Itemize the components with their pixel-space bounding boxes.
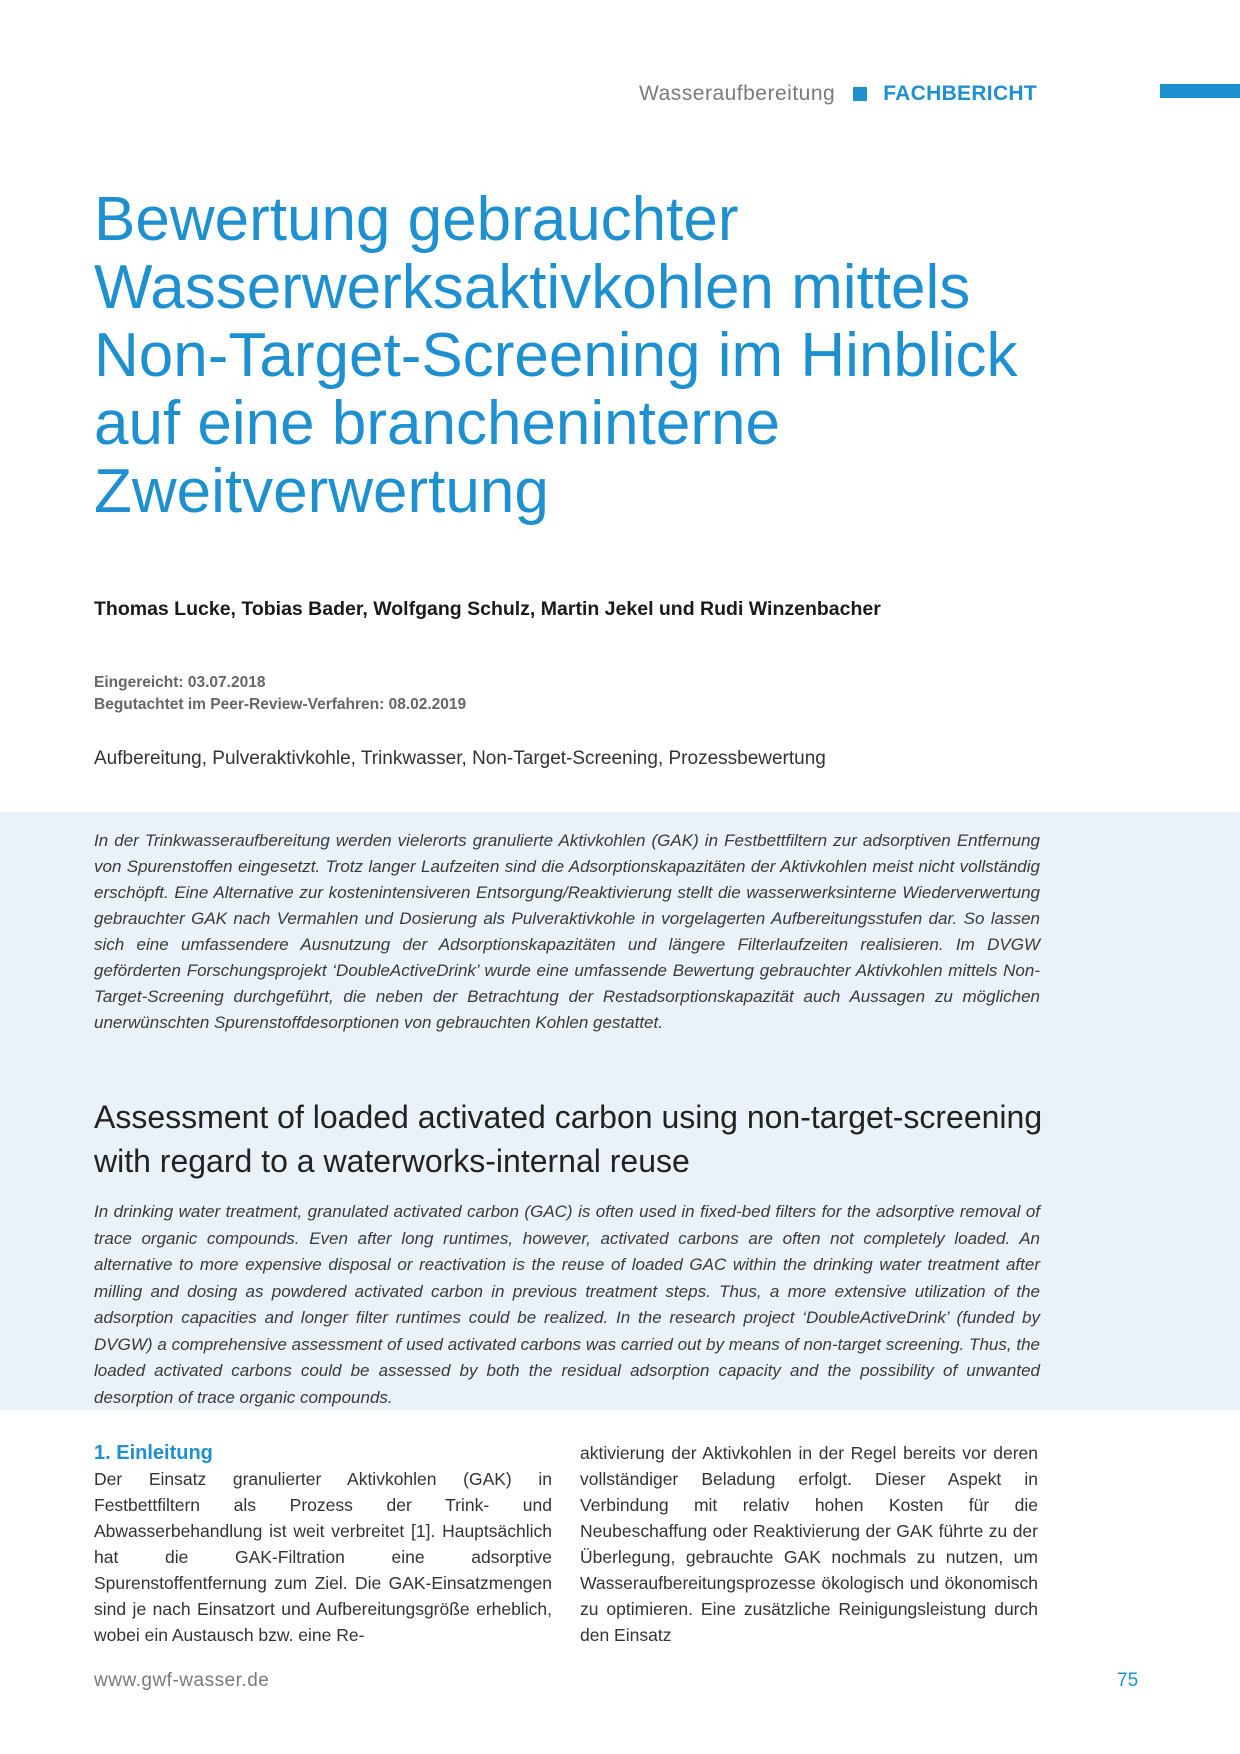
header-accent-bar xyxy=(1160,84,1240,98)
running-header xyxy=(0,80,1037,108)
peer-review-date: Begutachtet im Peer-Review-Verfahren: 08.02.2019 xyxy=(94,696,467,713)
body-column-left xyxy=(94,1440,552,1648)
body-paragraph: Der Einsatz granulierter Aktivkohlen (GAK) in Festbettfiltern als Prozess der Trink- und Abwasserbehandlung ist weit verbreitet [1]. Hauptsächlich hat die GAK-Filtration eine adsorptive Spurenstoffentfernung zum Ziel. Die GAK-Einsatzmengen sind je nach Einsatzort und Aufbereitungsgröße erheblich, wobei ein Austausch bzw. eine Re- xyxy=(94,1469,552,1645)
review-dates xyxy=(94,672,466,716)
abstract-german: In der Trinkwasseraufbereitung werden vielerorts granulierte Aktivkohlen (GAK) in Festbettfiltern zur adsorptiven Entfernung von Spurenstoffen eingesetzt. Trotz langer Laufzeiten sind die Adsorptionskapazitäten der Aktivkohlen meist nicht vollständig erschöpft. Eine Alternative zur kostenintensiveren Entsorgung/Reaktivierung stellt die wasserwerksinterne Wiederverwertung gebrauchter GAK nach Vermahlen und Dosierung als Pulveraktivkohle in vorgelagerten Aufbereitungsstufen dar. So lassen sich eine umfassendere Ausnutzung der Adsorptionskapazitäten und längere Filterlaufzeiten realisieren. Im DVGW geförderten Forschungsprojekt ‘DoubleActiveDrink’ wurde eine umfassende Bewertung gebrauchter Aktivkohlen mittels Non-Target-Screening durchgeführt, die neben der Betrachtung der Restadsorptionskapazität auch Aussagen zu möglichen unerwünschten Spurenstoffdesorptionen von gebrauchten Kohlen gestattet. xyxy=(94,831,1040,1032)
authors: Thomas Lucke, Tobias Bader, Wolfgang Schulz, Martin Jekel und Rudi Winzenbacher xyxy=(94,598,881,620)
abstract-english: In drinking water treatment, granulated activated carbon (GAC) is often used in fixed-bed filters for the adsorptive removal of trace organic compounds. Even after long runtimes, however, activated carbons are often not completely loaded. An alternative to more expensive disposal or reactivation is the reuse of loaded GAC within the drinking water treatment after milling and dosing as powdered activated carbon in previous treatment steps. Thus, a more extensive utilization of the adsorption capacities and longer filter runtimes could be realized. In the research project ‘DoubleActiveDrink’ (funded by DVGW) a comprehensive assessment of used activated carbons was carried out by means of non-target screening. Thus, the loaded activated carbons could be assessed by both the residual adsorption capacity and the possibility of unwanted desorption of trace organic compounds. xyxy=(94,1202,1040,1407)
body-column-right xyxy=(580,1440,1038,1648)
section-square-icon xyxy=(853,87,867,101)
category-label: FACHBERICHT xyxy=(883,82,1037,105)
keywords: Aufbereitung, Pulveraktivkohle, Trinkwasser, Non-Target-Screening, Prozessbewertung xyxy=(94,748,826,769)
english-title: Assessment of loaded activated carbon using non-target-screening with regard to a waterworks-internal reuse xyxy=(94,1099,1043,1179)
body-paragraph: aktivierung der Aktivkohlen in der Regel bereits vor deren vollständiger Beladung erfolgt. Dieser Aspekt in Verbindung mit relativ hohen Kosten für die Neubeschaffung oder Reaktivierung der GAK führte zu der Überlegung, gebrauchte GAK nochmals zu nutzen, um Wasseraufbereitungsprozesse ökologisch und ökonomisch zu optimieren. Eine zusätzliche Reinigungsleistung durch den Einsatz xyxy=(580,1443,1038,1645)
section-label: Wasseraufbereitung xyxy=(639,82,836,105)
page-number: 75 xyxy=(1117,1670,1139,1691)
submitted-date: Eingereicht: 03.07.2018 xyxy=(94,674,266,691)
section-heading: 1. Einleitung xyxy=(94,1442,213,1464)
footer-url[interactable]: www.gwf-wasser.de xyxy=(94,1670,270,1691)
article-title: Bewertung gebrauchter Wasserwerksaktivkohlen mittels Non-Target-Screening im Hinblick auf eine brancheninterne Zweitverwertung xyxy=(94,185,1018,526)
